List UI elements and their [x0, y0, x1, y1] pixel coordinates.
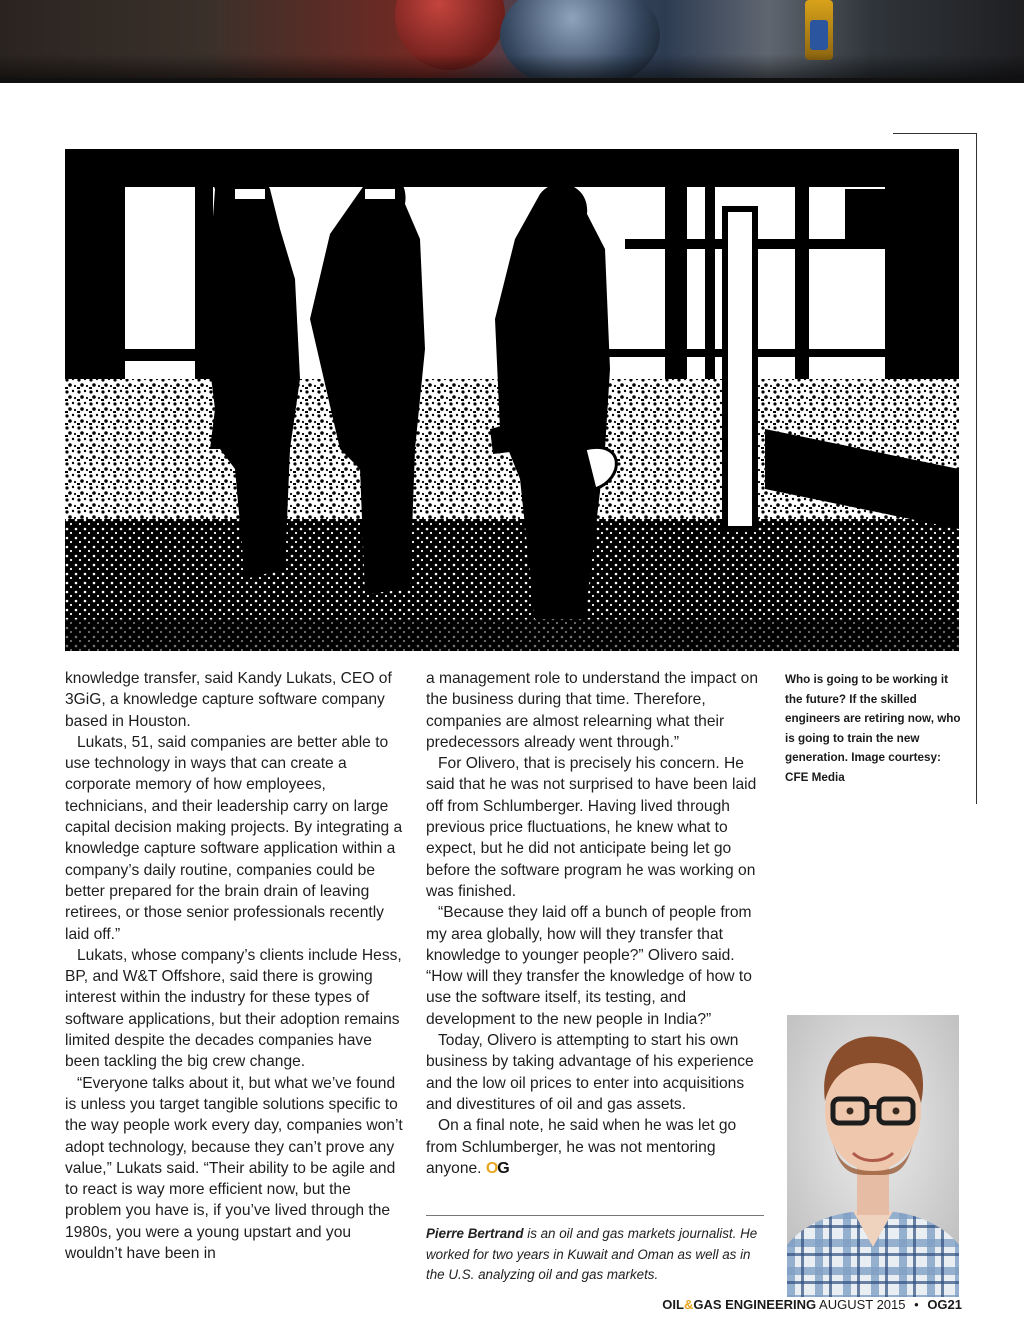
header-photo-banner [0, 0, 1024, 78]
article-column-1 [65, 668, 407, 1264]
page-number: OG21 [927, 1297, 962, 1312]
paragraph: Today, Olivero is attempting to start his own business by taking advantage of his experience and the low oil prices to enter into acquisitions and divestitures of oil and gas assets. [426, 1032, 754, 1113]
author-description: is an oil and gas markets journalist. He worked for two years in Kuwait and Oman as well as in the U.S. analyzing oil and gas markets. [426, 1226, 758, 1282]
magazine-name: OIL&GAS ENGINEERING [662, 1297, 817, 1312]
author-bio [426, 1224, 768, 1286]
issue-date: AUGUST 2015 [819, 1297, 906, 1312]
author-divider [426, 1215, 764, 1216]
og-end-mark-icon: OG [485, 1159, 509, 1177]
photo-caption: Who is going to be working it the future? If the skilled engineers are retiring now, who is going to train the new generation. Image courtesy: CFE Media [785, 673, 961, 784]
paragraph: Lukats, 51, said companies are better able to use technology in ways that can create a corporate memory of how employees, technicians, and their leadership carry on large capital decision making projects. By integrating a knowledge capture software application within a company’s daily routine, companies could be better prepared for the brain drain of leaving retirees, or those senior professionals recently laid off.” [65, 733, 403, 943]
author-name: Pierre Bertrand [426, 1226, 524, 1241]
paragraph: “Because they laid off a bunch of people from my area globally, how will they transfer that knowledge to younger people?” Olivero said. “How will they transfer the knowledge of how to use the software itself, its testing, and development to the new people in India?” [426, 904, 752, 1028]
article-column-2 [426, 668, 768, 1179]
footer-separator: • [914, 1297, 919, 1312]
page-footer [662, 1297, 962, 1312]
banner-shadow [0, 54, 1024, 78]
paragraph: knowledge transfer, said Kandy Lukats, CEO of 3GiG, a knowledge capture software company based in Houston. [65, 670, 392, 730]
workers-photo [65, 149, 959, 651]
paragraph: “Everyone talks about it, but what we’ve found is unless you target tangible solutions specific to the way people work every day, companies won’t adopt technology, because they can’t prove any value,” Lukats said. “Their ability to be agile and to react is way more efficient now, but the problem you have is, if you’ve lived through the 1980s, you were a young upstart and you wouldn’t have been in [65, 1074, 403, 1263]
paragraph: For Olivero, that is precisely his concern. He said that he was not surprised to have been laid off from Schlumberger. Having lived through previous price fluctuations, he knew what to expect, but he did not anticipate being let go before the software program he was working on was finished. [426, 755, 757, 900]
blue-fitting-shape [810, 20, 828, 50]
final-text: On a final note, he said when he was let go from Schlumberger, he was not mentoring anyone. [426, 1117, 737, 1177]
banner-rule [0, 78, 1024, 83]
author-headshot [787, 1015, 959, 1297]
paragraph: a management role to understand the impact on the business during that time. Therefore, companies are almost relearning what their predecessors already went through.” [426, 670, 759, 751]
paragraph-final [426, 1115, 768, 1179]
paragraph: Lukats, whose company’s clients include Hess, BP, and W&T Offshore, said there is growing interest within the industry for these types of software applications, but their adoption remains limited despite the decades companies have been tackling the big crew change. [65, 946, 402, 1071]
